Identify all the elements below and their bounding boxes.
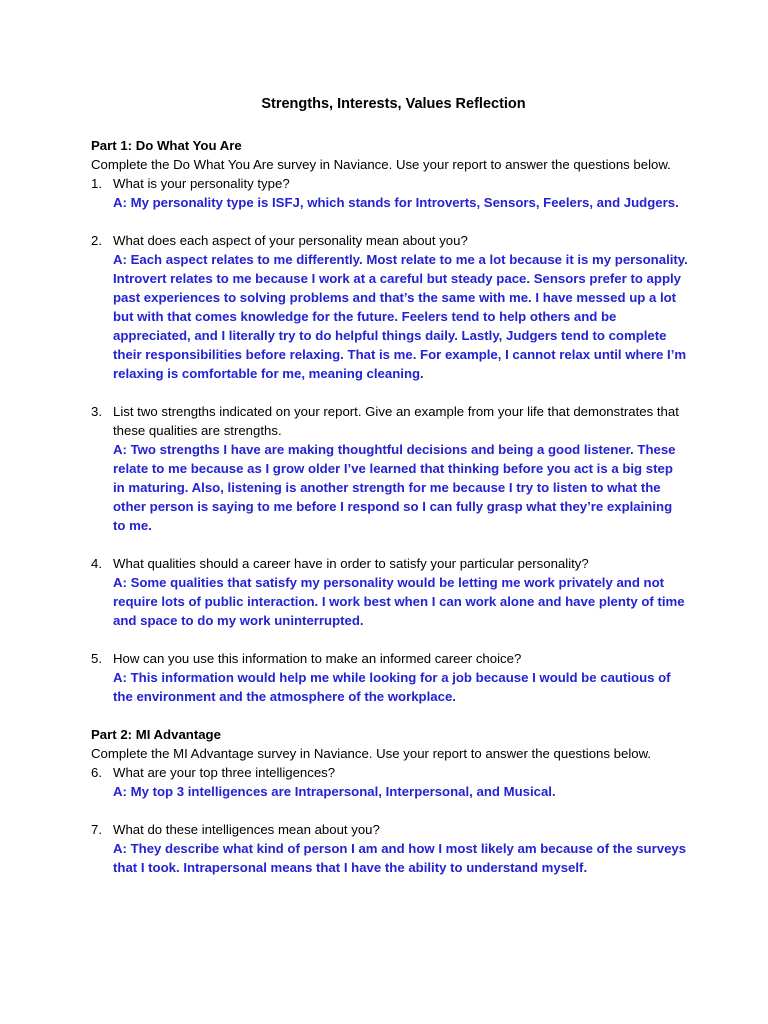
question-text: What do these intelligences mean about you? xyxy=(113,822,380,837)
part-2-heading: Part 2: MI Advantage xyxy=(91,727,221,742)
question-number: 2. xyxy=(91,233,102,248)
part-1-intro: Complete the Do What You Are survey in Naviance. Use your report to answer the questions below. xyxy=(91,157,671,172)
question-number: 3. xyxy=(91,404,102,419)
question-text: List two strengths indicated on your report. Give an example from your life that demonstrates that these qualities are strengths. xyxy=(113,404,679,438)
question-number: 4. xyxy=(91,556,102,571)
question-4 xyxy=(91,554,688,630)
question-2 xyxy=(91,231,688,383)
answer-text: A: They describe what kind of person I am and how I most likely am because of the surveys that I took. Intrapersonal means that I have the ability to understand myself. xyxy=(113,841,687,875)
part-1-question-list xyxy=(91,174,688,706)
answer-text: A: Each aspect relates to me differently. Most relate to me a lot because it is my personality. Introvert relates to me because I work at a careful but steady pace. Sensors prefer to apply past experiences to solving problems and that’s the same with me. I have messed up a lot but with that comes knowledge for the future. Feelers tend to help others and be appreciated, and I literally try to do helpful things daily. Lastly, Judgers tend to complete their responsibilities before relaxing. That is me. For example, I cannot relax until where I’m relaxing is comfortable for me, meaning cleaning. xyxy=(113,252,688,381)
question-number: 5. xyxy=(91,651,102,666)
part-2-intro: Complete the MI Advantage survey in Naviance. Use your report to answer the questions below. xyxy=(91,746,652,761)
part-2-section xyxy=(91,725,688,877)
question-text: How can you use this information to make an informed career choice? xyxy=(113,651,522,666)
answer-text: A: My personality type is ISFJ, which stands for Introverts, Sensors, Feelers, and Judgers. xyxy=(113,195,679,210)
question-6 xyxy=(91,763,688,801)
answer-text: A: This information would help me while looking for a job because I would be cautious of the environment and the atmosphere of the workplace. xyxy=(113,670,671,704)
part-1-heading: Part 1: Do What You Are xyxy=(91,138,242,153)
part-2-question-list xyxy=(91,763,688,877)
document-title: Strengths, Interests, Values Reflection xyxy=(261,96,526,112)
question-text: What are your top three intelligences? xyxy=(113,765,336,780)
question-7 xyxy=(91,820,688,877)
question-text: What qualities should a career have in order to satisfy your particular personality? xyxy=(113,556,589,571)
question-text: What does each aspect of your personality mean about you? xyxy=(113,233,468,248)
answer-text: A: My top 3 intelligences are Intrapersonal, Interpersonal, and Musical. xyxy=(113,784,556,799)
question-number: 1. xyxy=(91,176,102,191)
question-1 xyxy=(91,174,688,212)
part-1-section xyxy=(91,136,688,706)
question-text: What is your personality type? xyxy=(113,176,290,191)
question-3 xyxy=(91,402,688,535)
answer-text: A: Some qualities that satisfy my personality would be letting me work privately and not require lots of public interaction. I work best when I can work alone and have plenty of time and space to do my work uninterrupted. xyxy=(113,575,685,628)
question-number: 7. xyxy=(91,822,102,837)
question-5 xyxy=(91,649,688,706)
question-number: 6. xyxy=(91,765,102,780)
answer-text: A: Two strengths I have are making thoughtful decisions and being a good listener. These relate to me because as I grow older I’ve learned that thinking before you act is a big step in maturing. Also, listening is another strength for me because I try to listen to what the other person is saying to me before I respond so I can fully grasp what they’re explaining to me. xyxy=(113,442,676,533)
